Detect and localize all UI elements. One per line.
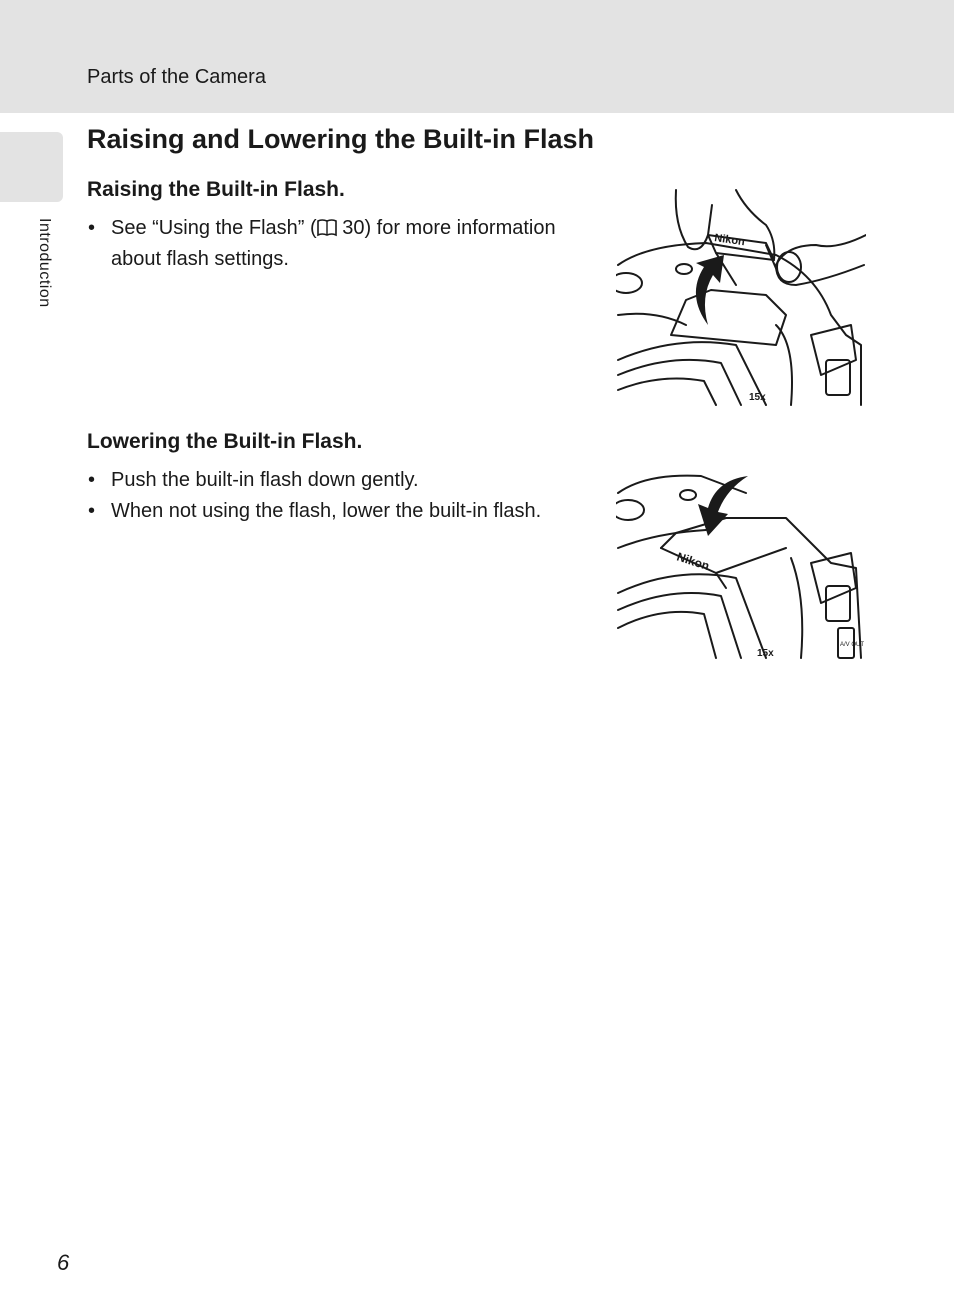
raising-heading: Raising the Built-in Flash. (87, 178, 345, 201)
bullet-text-after: 30) for more information about flash settings. (111, 217, 556, 270)
lowering-flash-illustration (616, 468, 866, 660)
side-tab (0, 132, 63, 202)
raising-bullet-list (87, 214, 597, 276)
zoom-label: 15x (757, 648, 774, 659)
zoom-label: 15x (749, 392, 766, 403)
header-band (0, 0, 954, 113)
section-title: Parts of the Camera (87, 66, 266, 88)
side-tab-label: Introduction (36, 218, 53, 308)
book-icon (317, 217, 337, 245)
lowering-bullet-list (87, 466, 597, 528)
list-item (87, 214, 597, 273)
raising-flash-illustration (616, 185, 866, 407)
list-item: • When not using the flash, lower the built-in flash. (87, 497, 597, 525)
page-number: 6 (57, 1250, 70, 1275)
av-out-label: A/V OUT (840, 642, 865, 648)
list-item: • Push the built-in flash down gently. (87, 466, 597, 494)
lowering-heading: Lowering the Built-in Flash. (87, 430, 363, 453)
brand-label: Nikon (713, 232, 746, 249)
bullet-text-before: See “Using the Flash” ( (111, 217, 317, 239)
brand-label: Nikon (675, 549, 712, 574)
page-title: Raising and Lowering the Built-in Flash (87, 124, 595, 154)
